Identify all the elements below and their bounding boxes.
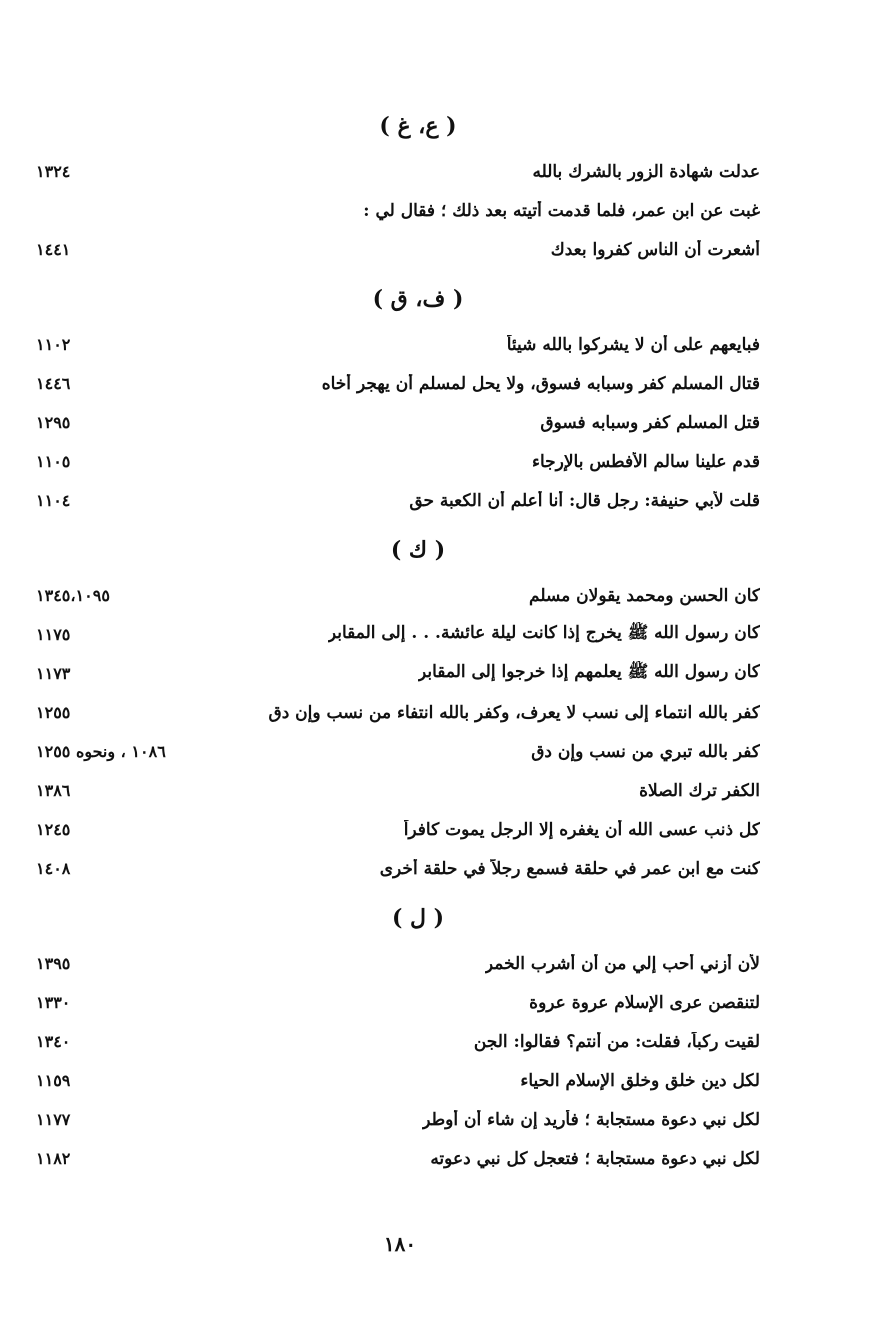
section-heading: ( ع، غ )	[379, 113, 457, 139]
index-entry	[36, 849, 760, 888]
entry-reference: ١٢٤٥	[36, 820, 71, 839]
entry-text: كل ذنب عسى الله أن يغفره إلا الرجل يموت كافراً	[403, 819, 760, 840]
entry-reference: ١١٠٢	[36, 335, 71, 354]
index-entry	[36, 403, 760, 442]
entry-text: أشعرت أن الناس كفروا بعدك	[550, 239, 760, 260]
entry-text: كنت مع ابن عمر في حلقة فسمع رجلاً في حلقة أخرى	[379, 858, 760, 879]
index-entry	[36, 230, 760, 269]
entry-text: كفر بالله انتماء إلى نسب لا يعرف، وكفر بالله انتفاء من نسب وإن دق	[268, 702, 760, 723]
index-entry	[36, 481, 760, 520]
entry-text: لقيت ركباً، فقلت: من أنتم؟ فقالوا: الجن	[473, 1031, 760, 1052]
entry-text: لأن أزني أحب إلي من أن أشرب الخمر	[484, 953, 760, 974]
entry-reference: ١١٧٣	[36, 664, 71, 683]
section-heading: ( ل )	[391, 905, 445, 931]
index-entry	[36, 1022, 760, 1061]
entry-text: الكفر ترك الصلاة	[639, 780, 760, 801]
entry-reference: ١٣٢٤	[36, 162, 71, 181]
index-entry	[36, 771, 760, 810]
entry-text: لكل دين خلق وخلق الإسلام الحياء	[520, 1070, 760, 1091]
index-entry	[36, 983, 760, 1022]
entry-reference: ١١٠٤	[36, 491, 71, 510]
entry-text: كان رسول الله ﷺ يخرج إذا كانت ليلة عائشة. . . إلى المقابر	[327, 623, 760, 643]
entry-text: قتال المسلم كفر وسبابه فسوق، ولا يحل لمسلم أن يهجر أخاه	[321, 373, 760, 394]
index-entry	[36, 364, 760, 403]
entry-text: لكل نبي دعوة مستجابة ؛ فأريد إن شاء أن أوطر	[422, 1109, 760, 1130]
index-entry	[36, 576, 760, 615]
entry-reference: ١١٥٩	[36, 1071, 71, 1090]
entry-text: قلت لأبي حنيفة: رجل قال: أنا أعلم أن الكعبة حق	[409, 490, 760, 511]
index-entry	[36, 1100, 760, 1139]
entry-reference: ١١٨٢	[36, 1149, 71, 1168]
entry-text: لكل نبي دعوة مستجابة ؛ فتعجل كل نبي دعوته	[430, 1148, 760, 1169]
entry-reference: ١٣٨٦	[36, 781, 71, 800]
section-heading: ( ك )	[390, 537, 446, 563]
entry-text: عدلت شهادة الزور بالشرك بالله	[532, 161, 760, 182]
entry-text: كفر بالله تبري من نسب وإن دق	[531, 741, 760, 762]
entry-reference: ١٣٩٥	[36, 954, 71, 973]
entry-text: كان الحسن ومحمد يقولان مسلم	[529, 585, 760, 606]
index-entry	[36, 810, 760, 849]
index-entry	[36, 615, 760, 654]
entry-text: قدم علينا سالم الأفطس بالإرجاء	[531, 451, 760, 472]
entry-reference: ١٣٣٠	[36, 993, 71, 1012]
entry-reference: ١٣٤٥،١٠٩٥	[36, 586, 110, 605]
index-entry	[36, 325, 760, 364]
entry-text: لتنقصن عرى الإسلام عروة عروة	[529, 992, 760, 1013]
entry-reference: ١١٧٧	[36, 1110, 71, 1129]
index-entry	[36, 1061, 760, 1100]
index-entry	[36, 693, 760, 732]
entry-reference: ١٤٤١	[36, 240, 71, 259]
entry-text: قتل المسلم كفر وسبابه فسوق	[540, 412, 760, 433]
entry-reference: ١٠٨٦ ، ونحوه ١٢٥٥	[36, 742, 166, 761]
index-list	[36, 100, 760, 1182]
entry-reference: ١٤٤٦	[36, 374, 71, 393]
entry-text: غبت عن ابن عمر، فلما قدمت أتيته بعد ذلك ؛ فقال لي :	[363, 200, 760, 221]
section-heading: ( ف، ق )	[372, 286, 464, 312]
entry-reference: ١٢٩٥	[36, 413, 71, 432]
entry-reference: ١٣٤٠	[36, 1032, 71, 1051]
index-entry	[36, 654, 760, 693]
entry-reference: ١١٧٥	[36, 625, 71, 644]
index-entry	[36, 191, 760, 230]
entry-text: فبايعهم على أن لا يشركوا بالله شيئاً	[506, 334, 760, 355]
entry-reference: ١٢٥٥	[36, 703, 71, 722]
page-number: ١٨٠	[383, 1232, 417, 1256]
index-entry	[36, 152, 760, 191]
index-entry	[36, 1139, 760, 1178]
entry-reference: ١١٠٥	[36, 452, 71, 471]
index-entry	[36, 944, 760, 983]
entry-reference: ١٤٠٨	[36, 859, 71, 878]
index-entry	[36, 732, 760, 771]
entry-text: كان رسول الله ﷺ يعلمهم إذا خرجوا إلى المقابر	[417, 662, 760, 682]
index-entry	[36, 442, 760, 481]
